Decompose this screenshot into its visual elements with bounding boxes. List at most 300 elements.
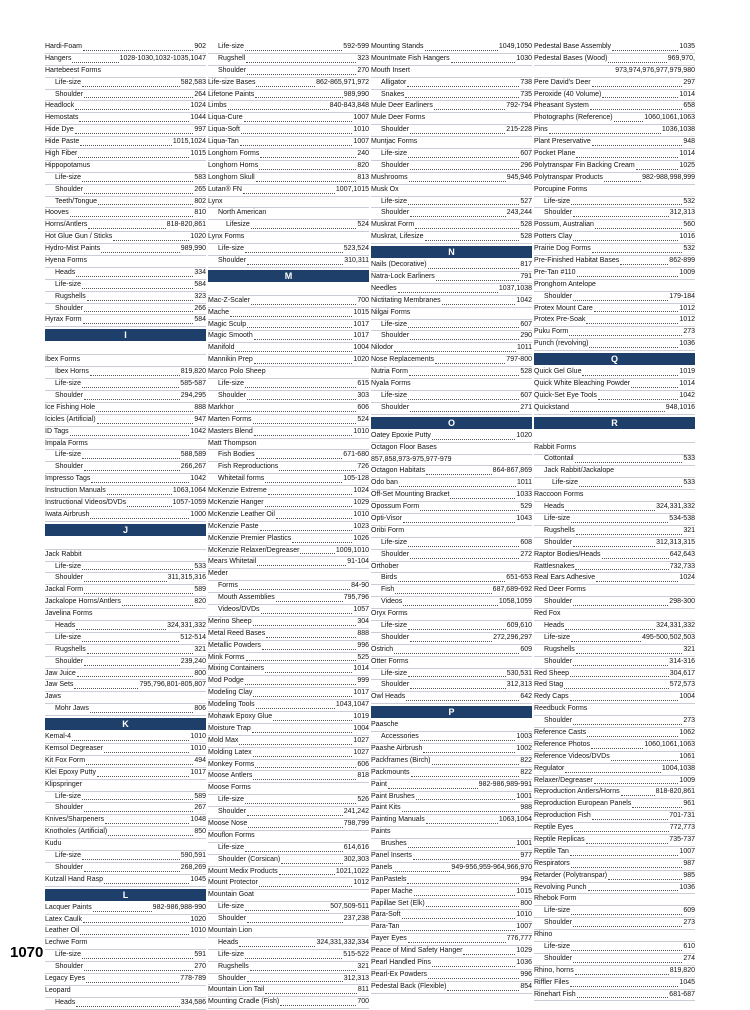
entry-term: Payer Eyes: [371, 935, 407, 943]
index-entry: [371, 768, 532, 780]
index-group-heading: Otter Forms: [371, 657, 532, 669]
dot-leader: [276, 601, 343, 602]
entry-pages: 105-128: [343, 475, 369, 483]
entry-pages: 582,583: [180, 78, 206, 86]
index-entry: [534, 990, 695, 1002]
entry-pages: 996: [357, 641, 369, 649]
entry-pages: 1060,1061,1063: [644, 740, 695, 748]
index-entry: [45, 42, 206, 54]
dot-leader: [247, 264, 343, 265]
index-entry: [534, 514, 695, 526]
entry-pages: 642: [520, 693, 532, 701]
entry-pages: 1001: [516, 792, 532, 800]
dot-leader: [80, 145, 172, 146]
dot-leader: [394, 351, 516, 352]
index-entry: [45, 280, 206, 292]
dot-leader: [586, 323, 678, 324]
dot-leader: [408, 847, 516, 848]
entry-term: Life-size: [55, 633, 82, 641]
index-entry: [208, 605, 369, 617]
entry-pages: 949-956,959-964,966,970: [451, 863, 532, 871]
entry-pages: 854: [520, 982, 532, 990]
entry-term: Natra-Lock Earliners: [371, 273, 435, 281]
entry-pages: 607: [520, 320, 532, 328]
entry-term: Jaw Juice: [45, 669, 76, 677]
dot-leader: [410, 133, 505, 134]
entry-term: Magic Sculp: [208, 320, 247, 328]
dot-leader: [245, 50, 342, 51]
index-entry: [208, 331, 369, 343]
entry-pages: 1004: [353, 344, 369, 352]
entry-term: Punch (revolving): [534, 340, 589, 348]
entry-term: Owl Heads: [371, 693, 406, 701]
entry-term: Life-size: [381, 320, 408, 328]
entry-term: Longhorn Horns: [208, 161, 259, 169]
index-entry: [534, 208, 695, 220]
dot-leader: [230, 316, 352, 317]
entry-term: Markhor: [208, 403, 234, 411]
entry-term: Paint Brushes: [371, 792, 415, 800]
entry-pages: 947: [194, 415, 206, 423]
entry-pages: 1007: [679, 847, 695, 855]
index-entry: [534, 859, 695, 871]
index-entry: [534, 621, 695, 633]
index-group-heading: Mouth Insert: [371, 66, 532, 78]
entry-pages: 589: [194, 792, 206, 800]
entry-pages: 609: [683, 907, 695, 915]
dot-leader: [280, 1005, 356, 1006]
index-group-heading: Octagon Floor Bases: [371, 443, 532, 455]
entry-pages: 321: [683, 526, 695, 534]
entry-pages: 1029: [353, 498, 369, 506]
entry-pages: 584: [194, 280, 206, 288]
entry-pages: 267: [194, 804, 206, 812]
entry-term: Liqua-Cure: [208, 114, 243, 122]
entry-term: Modeling Tools: [208, 701, 255, 709]
index-entry: [208, 985, 369, 997]
entry-term: Life-size: [381, 669, 408, 677]
index-entry: [208, 807, 369, 819]
dot-leader: [257, 565, 346, 566]
dot-leader: [251, 304, 356, 305]
index-entry: [534, 256, 695, 268]
index-entry: [208, 343, 369, 355]
dot-leader: [592, 819, 668, 820]
entry-pages: 999: [357, 677, 369, 685]
entry-pages: 1000: [190, 510, 206, 518]
index-entry: [371, 42, 532, 54]
index-group-heading: 857,858,973-975,977-979: [371, 455, 532, 467]
entry-term: Metallic Powders: [208, 641, 261, 649]
entry-term: Snakes: [381, 90, 405, 98]
entry-term: Nictitating Membranes: [371, 296, 441, 304]
entry-term: Red Sheep: [534, 669, 570, 677]
entry-term: Reference Videos/DVDs: [534, 752, 610, 760]
entry-term: Birds: [381, 574, 397, 582]
entry-term: Rugshells: [55, 292, 86, 300]
index-entry: [534, 268, 695, 280]
entry-pages: 1042: [679, 391, 695, 399]
entry-term: McKenzie Relaxer/Degreaser: [208, 546, 300, 554]
index-entry: [534, 232, 695, 244]
entry-term: Pedestal Bases (Wood): [534, 54, 608, 62]
entry-term: Jaw Sets: [45, 681, 74, 689]
entry-pages: 590,591: [180, 851, 206, 859]
index-entry: [208, 855, 369, 867]
index-entry: [45, 185, 206, 197]
dot-leader: [122, 605, 193, 606]
entry-pages: 969,970,: [667, 54, 695, 62]
dot-leader: [82, 641, 179, 642]
entry-pages: 534-538: [669, 514, 695, 522]
dot-leader: [82, 958, 193, 959]
index-entry: [371, 431, 532, 443]
entry-term: Redy Caps: [534, 693, 569, 701]
dot-leader: [405, 97, 519, 98]
index-entry: [208, 664, 369, 676]
dot-leader: [70, 216, 194, 217]
index-entry: [208, 581, 369, 593]
dot-leader: [77, 676, 194, 677]
dot-leader: [564, 688, 669, 689]
dot-leader: [575, 974, 669, 975]
entry-pages: 795,796,801-805,807: [139, 681, 206, 689]
entry-pages: 1010: [353, 126, 369, 134]
index-entry: [371, 792, 532, 804]
entry-pages: 996: [520, 970, 532, 978]
entry-pages: 1037,1038: [498, 284, 532, 292]
entry-term: Mold Max: [208, 736, 239, 744]
entry-pages: 324,331,332: [656, 503, 695, 511]
entry-term: Horns/Antlers: [45, 221, 88, 229]
index-entry: [371, 466, 532, 478]
dot-leader: [96, 411, 193, 412]
index-entry: [534, 597, 695, 609]
index-group-heading: Nilgai Forms: [371, 308, 532, 320]
entry-pages: 237,238: [343, 915, 369, 923]
dot-leader: [300, 553, 334, 554]
dot-leader: [247, 327, 352, 328]
entry-term: Protex Mount Care: [534, 304, 593, 312]
entry-pages: 732,733: [669, 562, 695, 570]
dot-leader: [248, 827, 342, 828]
entry-term: Protex Pre-Soak: [534, 316, 586, 324]
dot-leader: [245, 252, 343, 253]
entry-pages: 495-500,502,503: [642, 633, 695, 641]
entry-term: Shoulder: [218, 391, 247, 399]
dot-leader: [393, 871, 450, 872]
dot-leader: [602, 97, 678, 98]
entry-pages: 1023: [353, 522, 369, 530]
dot-leader: [573, 240, 678, 241]
entry-pages: 265: [194, 185, 206, 193]
index-entry: [534, 728, 695, 740]
entry-pages: 1014: [679, 380, 695, 388]
entry-pages: 800: [194, 669, 206, 677]
entry-term: Reptile Replicas: [534, 835, 585, 843]
index-entry: [371, 54, 532, 66]
entry-term: Retarder (Polytranspar): [534, 871, 608, 879]
entry-pages: 797-800: [506, 356, 532, 364]
dot-leader: [247, 981, 343, 982]
entry-term: Liqua-Soft: [208, 126, 240, 134]
entry-pages: 592-599: [343, 42, 369, 50]
index-group-heading: 973,974,976,977,979,980: [534, 66, 695, 78]
dot-leader: [75, 109, 189, 110]
index-entry: [534, 42, 695, 54]
entry-term: Shoulder: [381, 633, 410, 641]
entry-term: Liqua-Tan: [208, 138, 239, 146]
index-group-heading: Rhino: [534, 930, 695, 942]
dot-leader: [82, 458, 180, 459]
entry-term: Heads: [55, 621, 76, 629]
entry-pages: 902: [194, 42, 206, 50]
dot-leader: [400, 930, 515, 931]
entry-pages: 527: [520, 197, 532, 205]
dot-leader: [582, 375, 678, 376]
index-entry: [371, 756, 532, 768]
index-entry: [208, 997, 369, 1009]
dot-leader: [416, 799, 516, 800]
entry-term: Cottontail: [544, 455, 574, 463]
entry-term: Possum, Australian: [534, 221, 594, 229]
dot-leader: [408, 399, 519, 400]
entry-term: Life-size: [55, 562, 82, 570]
dot-leader: [570, 986, 679, 987]
index-entry: [371, 232, 532, 244]
dot-leader: [243, 193, 335, 194]
entry-term: Life-size: [544, 197, 571, 205]
index-entry: [371, 284, 532, 296]
index-entry: [45, 415, 206, 427]
entry-term: Life-size: [552, 479, 579, 487]
entry-pages: 1024: [679, 574, 695, 582]
dot-leader: [265, 506, 353, 507]
entry-pages: 312,313: [669, 209, 695, 217]
entry-pages: 526: [357, 796, 369, 804]
dot-leader: [410, 169, 519, 170]
index-entry: [371, 296, 532, 308]
index-entry: [45, 462, 206, 474]
letter-header: N: [371, 246, 532, 258]
entry-pages: 822: [520, 768, 532, 776]
index-entry: [208, 510, 369, 522]
dot-leader: [76, 1006, 179, 1007]
index-entry: [45, 125, 206, 137]
entry-term: Paashe Airbrush: [371, 744, 423, 752]
entry-pages: 700: [357, 998, 369, 1006]
dot-leader: [614, 121, 644, 122]
entry-term: Off-Set Mounting Bracket: [371, 491, 450, 499]
entry-term: Reference Casts: [534, 728, 587, 736]
entry-term: Muskrat Form: [371, 221, 415, 229]
entry-term: Paint: [371, 780, 387, 788]
entry-term: Revolving Punch: [534, 883, 587, 891]
index-entry: [534, 811, 695, 823]
entry-pages: 589: [194, 586, 206, 594]
entry-pages: 701-731: [669, 812, 695, 820]
index-entry: [45, 573, 206, 585]
entry-term: Life-size: [381, 391, 408, 399]
entry-pages: 819,820: [669, 966, 695, 974]
entry-pages: 1003: [516, 733, 532, 741]
index-group-heading: Hippopotamus: [45, 161, 206, 173]
entry-pages: 1007,1015: [335, 185, 369, 193]
index-entry: [45, 510, 206, 522]
dot-leader: [84, 811, 193, 812]
entry-pages: 1010: [353, 427, 369, 435]
dot-leader: [451, 62, 516, 63]
dot-leader: [235, 351, 352, 352]
entry-pages: 321: [683, 645, 695, 653]
dot-leader: [408, 157, 519, 158]
index-entry: [208, 736, 369, 748]
dot-leader: [569, 335, 682, 336]
entry-term: PanPastels: [371, 875, 407, 883]
dot-leader: [105, 823, 189, 824]
index-entry: [371, 815, 532, 827]
entry-term: Hydro-Mist Paints: [45, 245, 101, 253]
entry-pages: 591: [194, 951, 206, 959]
index-entry: [208, 795, 369, 807]
dot-leader: [408, 629, 506, 630]
entry-pages: 1010: [516, 911, 532, 919]
entry-term: Shoulder: [55, 574, 84, 582]
dot-leader: [76, 276, 193, 277]
dot-leader: [84, 399, 180, 400]
index-entry: [534, 367, 695, 379]
entry-pages: 324,331,332: [167, 621, 206, 629]
entry-pages: 297: [683, 78, 695, 86]
dot-leader: [565, 510, 655, 511]
entry-term: Mannikin Prep: [208, 356, 253, 364]
entry-pages: 1009: [679, 776, 695, 784]
index-entry: [534, 847, 695, 859]
entry-term: Papillae Set (Elk): [371, 899, 425, 907]
entry-term: Heads: [55, 998, 76, 1006]
entry-pages: 532: [683, 197, 695, 205]
entry-pages: 1004,1038: [661, 764, 695, 772]
entry-term: Shoulder: [544, 717, 573, 725]
dot-leader: [254, 363, 353, 364]
entry-term: Shoulder: [218, 257, 247, 265]
entry-term: Life-size: [218, 42, 245, 50]
index-entry: [208, 427, 369, 439]
entry-pages: 530,531: [506, 669, 532, 677]
dot-leader: [113, 240, 189, 241]
entry-term: Photographs (Reference): [534, 114, 613, 122]
entry-pages: 1020: [190, 915, 206, 923]
entry-term: McKenzie Leather Oil: [208, 510, 275, 518]
entry-term: Shoulder: [544, 598, 573, 606]
index-entry: [371, 514, 532, 526]
entry-pages: 802: [194, 197, 206, 205]
entry-pages: 818-820,861: [655, 788, 695, 796]
index-entry: [208, 403, 369, 415]
index-entry: [208, 78, 369, 90]
entry-pages: 862-865,971,972: [316, 78, 369, 86]
index-entry: [534, 918, 695, 930]
index-entry: [371, 732, 532, 744]
entry-pages: 239,240: [180, 657, 206, 665]
entry-term: Mountmate Fish Hangers: [371, 54, 450, 62]
entry-term: Relaxer/Degreaser: [534, 776, 593, 784]
entry-term: Pheasant System: [534, 102, 589, 110]
index-entry: [208, 101, 369, 113]
index-column: [207, 42, 370, 1006]
index-entry: [534, 716, 695, 728]
index-group-heading: Hartebeest Forms: [45, 66, 206, 78]
entry-term: Mushrooms: [371, 173, 408, 181]
index-entry: [45, 197, 206, 209]
dot-leader: [246, 660, 357, 661]
entry-pages: 243,244: [506, 209, 532, 217]
index-entry: [45, 597, 206, 609]
entry-term: Life-size: [218, 950, 245, 958]
dot-leader: [88, 228, 165, 229]
entry-pages: 1030: [516, 54, 532, 62]
entry-term: Shoulder: [55, 463, 84, 471]
index-entry: [371, 101, 532, 113]
dot-leader: [245, 684, 357, 685]
dot-leader: [409, 181, 506, 182]
index-entry: [371, 355, 532, 367]
dot-leader: [247, 399, 356, 400]
entry-pages: 264: [194, 90, 206, 98]
entry-pages: 1019: [679, 368, 695, 376]
entry-term: Pins: [534, 126, 548, 134]
entry-pages: 304: [357, 617, 369, 625]
dot-leader: [244, 121, 353, 122]
entry-term: Mule Deer Earliners: [371, 102, 433, 110]
entry-pages: 817: [520, 261, 532, 269]
entry-term: Shoulder: [544, 209, 573, 217]
index-entry: [534, 871, 695, 883]
dot-leader: [573, 300, 668, 301]
index-entry: [371, 839, 532, 851]
entry-term: Fish: [381, 586, 395, 594]
entry-pages: 982-986,988-990: [152, 903, 206, 911]
index-entry: [371, 645, 532, 657]
dot-leader: [408, 676, 506, 677]
index-entry: [534, 161, 695, 173]
entry-term: Nose Replacements: [371, 356, 435, 364]
dot-leader: [612, 50, 678, 51]
entry-pages: 862-899: [669, 257, 695, 265]
dot-leader: [250, 970, 357, 971]
entry-term: Shoulder: [381, 550, 410, 558]
entry-pages: 271: [520, 403, 532, 411]
entry-term: Puku Form: [534, 328, 569, 336]
dot-leader: [281, 863, 342, 864]
entry-term: Fish Bodies: [218, 451, 255, 459]
dot-leader: [252, 732, 353, 733]
entry-pages: 1033: [516, 491, 532, 499]
entry-pages: 1036: [679, 340, 695, 348]
entry-term: Rattlesnakes: [534, 562, 575, 570]
dot-leader: [436, 280, 520, 281]
index-group-heading: Rhebok Form: [534, 894, 695, 906]
index-entry: [45, 962, 206, 974]
entry-term: Whitetail forms: [218, 475, 265, 483]
entry-pages: 1007: [516, 923, 532, 931]
dot-leader: [579, 486, 682, 487]
entry-term: Shoulder: [544, 657, 573, 665]
entry-term: Para-Soft: [371, 911, 401, 919]
index-entry: [208, 486, 369, 498]
entry-pages: 1015: [190, 150, 206, 157]
index-entry: [534, 966, 695, 978]
